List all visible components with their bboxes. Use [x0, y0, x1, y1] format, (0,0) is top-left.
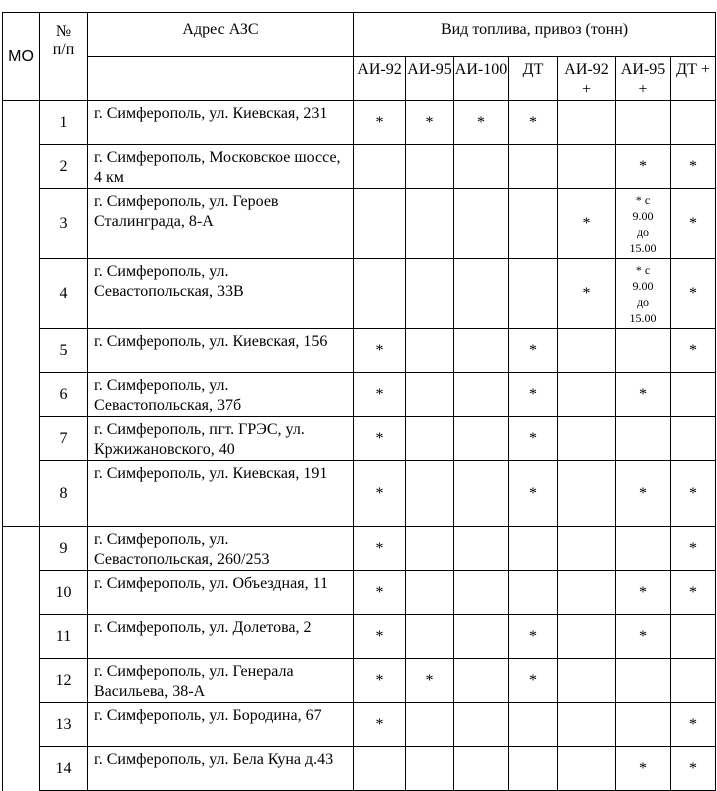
fuel-availability-cell: *	[354, 703, 406, 747]
row-number: 1	[40, 101, 88, 145]
fuel-availability-cell	[454, 259, 509, 329]
fuel-availability-cell	[558, 145, 616, 189]
address-column-header: Адрес АЗС	[88, 13, 354, 57]
row-number: 8	[40, 461, 88, 527]
fuel-availability-cell: *	[354, 571, 406, 615]
fuel-availability-cell	[558, 373, 616, 417]
fuel-availability-cell	[454, 659, 509, 703]
fuel-availability-cell	[454, 329, 509, 373]
row-number: 6	[40, 373, 88, 417]
fuel-availability-cell: *	[671, 703, 716, 747]
row-number: 11	[40, 615, 88, 659]
station-address: г. Симферополь, ул. Киевская, 191	[88, 461, 354, 527]
row-number: 13	[40, 703, 88, 747]
row-number: 5	[40, 329, 88, 373]
fuel-availability-cell	[406, 189, 454, 259]
row-number: 3	[40, 189, 88, 259]
fuel-availability-cell	[454, 461, 509, 527]
row-number: 10	[40, 571, 88, 615]
fuel-station-table	[2, 12, 716, 791]
station-address: г. Симферополь, ул. Долетова, 2	[88, 615, 354, 659]
fuel-availability-cell	[671, 373, 716, 417]
row-number: 9	[40, 527, 88, 571]
fuel-availability-cell	[671, 659, 716, 703]
fuel-availability-cell: *	[671, 747, 716, 791]
fuel-availability-cell: *	[509, 615, 558, 659]
fuel-availability-cell	[454, 373, 509, 417]
fuel-availability-cell	[406, 373, 454, 417]
table-row	[3, 189, 716, 259]
station-address: г. Симферополь, ул. Киевская, 231	[88, 101, 354, 145]
table-row	[3, 417, 716, 461]
table-header	[3, 13, 716, 101]
row-number: 4	[40, 259, 88, 329]
table-row	[3, 615, 716, 659]
fuel-availability-cell: *	[671, 527, 716, 571]
address-subheader	[88, 57, 354, 101]
station-address: г. Симферополь, пгт. ГРЭС, ул. Кржижановского, 40	[88, 417, 354, 461]
fuel-availability-cell	[406, 417, 454, 461]
fuel-availability-cell	[454, 189, 509, 259]
table-row	[3, 373, 716, 417]
fuel-availability-cell	[354, 145, 406, 189]
station-address: г. Симферополь, ул. Севастопольская, 33В	[88, 259, 354, 329]
mo-cell	[3, 101, 40, 527]
fuel-availability-cell	[558, 659, 616, 703]
table-body	[3, 101, 716, 791]
station-address: г. Симферополь, Московское шоссе, 4 км	[88, 145, 354, 189]
fuel-availability-cell	[454, 417, 509, 461]
row-number: 7	[40, 417, 88, 461]
fuel-availability-cell	[406, 145, 454, 189]
fuel-availability-cell	[616, 703, 671, 747]
fuel-availability-cell: *	[354, 373, 406, 417]
fuel-header-ai95: АИ-95	[406, 57, 454, 101]
station-address: г. Симферополь, ул. Генерала Васильева, 38-А	[88, 659, 354, 703]
fuel-availability-cell: *	[509, 461, 558, 527]
fuel-availability-cell: *	[671, 329, 716, 373]
table-row	[3, 461, 716, 527]
fuel-availability-cell: *	[616, 373, 671, 417]
fuel-availability-cell	[509, 145, 558, 189]
fuel-availability-cell	[558, 571, 616, 615]
fuel-header-dt: ДТ	[509, 57, 558, 101]
fuel-availability-cell	[558, 101, 616, 145]
fuel-availability-cell	[406, 747, 454, 791]
fuel-availability-cell: *	[354, 659, 406, 703]
availability-time-note: * с 9.00 до 15.00	[629, 262, 657, 325]
fuel-availability-cell	[406, 571, 454, 615]
mo-cell	[3, 527, 40, 791]
fuel-availability-cell	[616, 659, 671, 703]
fuel-availability-cell	[558, 461, 616, 527]
fuel-availability-cell	[354, 259, 406, 329]
fuel-availability-cell: *	[509, 659, 558, 703]
table-row	[3, 259, 716, 329]
fuel-availability-cell	[616, 101, 671, 145]
fuel-availability-cell: *	[616, 461, 671, 527]
fuel-availability-cell	[616, 189, 671, 259]
fuel-availability-cell: *	[616, 615, 671, 659]
fuel-availability-cell	[454, 615, 509, 659]
table-row	[3, 101, 716, 145]
fuel-availability-cell	[354, 189, 406, 259]
row-number: 12	[40, 659, 88, 703]
number-header-label: № п/п	[52, 23, 75, 58]
fuel-availability-cell: *	[558, 189, 616, 259]
fuel-header-dt-plus: ДТ +	[671, 57, 716, 101]
fuel-availability-cell: *	[454, 101, 509, 145]
fuel-header-ai92-plus: АИ-92 +	[558, 57, 616, 101]
fuel-availability-cell: *	[671, 189, 716, 259]
fuel-availability-cell	[616, 527, 671, 571]
fuel-header-ai92: АИ-92	[354, 57, 406, 101]
fuel-availability-cell	[454, 527, 509, 571]
fuel-availability-cell	[454, 703, 509, 747]
fuel-availability-cell	[354, 747, 406, 791]
fuel-availability-cell: *	[509, 329, 558, 373]
fuel-availability-cell: *	[354, 461, 406, 527]
fuel-availability-cell: *	[509, 417, 558, 461]
fuel-availability-cell	[509, 189, 558, 259]
fuel-availability-cell	[406, 329, 454, 373]
fuel-availability-cell	[454, 571, 509, 615]
fuel-group-header: Вид топлива, привоз (тонн)	[354, 13, 716, 57]
row-number: 2	[40, 145, 88, 189]
fuel-availability-cell: *	[509, 373, 558, 417]
station-address: г. Симферополь, ул. Бородина, 67	[88, 703, 354, 747]
fuel-availability-cell	[558, 527, 616, 571]
fuel-header-ai95-plus: АИ-95 +	[616, 57, 671, 101]
fuel-availability-cell	[509, 259, 558, 329]
fuel-availability-cell	[616, 417, 671, 461]
fuel-availability-cell	[509, 527, 558, 571]
fuel-availability-cell	[671, 417, 716, 461]
fuel-availability-cell	[509, 747, 558, 791]
fuel-availability-cell: *	[354, 527, 406, 571]
fuel-availability-cell	[406, 703, 454, 747]
fuel-availability-cell: *	[616, 145, 671, 189]
table-row	[3, 659, 716, 703]
fuel-availability-cell	[558, 747, 616, 791]
table-row	[3, 329, 716, 373]
fuel-availability-cell	[454, 145, 509, 189]
station-address: г. Симферополь, ул. Севастопольская, 260/253	[88, 527, 354, 571]
table-row	[3, 145, 716, 189]
fuel-header-ai100: АИ-100	[454, 57, 509, 101]
fuel-availability-cell	[616, 329, 671, 373]
fuel-availability-cell: *	[671, 259, 716, 329]
fuel-availability-cell: *	[558, 259, 616, 329]
fuel-availability-cell	[671, 615, 716, 659]
fuel-availability-cell	[406, 527, 454, 571]
station-address: г. Симферополь, ул. Киевская, 156	[88, 329, 354, 373]
fuel-availability-cell: *	[354, 329, 406, 373]
fuel-availability-cell	[558, 417, 616, 461]
fuel-availability-cell	[406, 461, 454, 527]
fuel-availability-cell	[509, 571, 558, 615]
fuel-availability-cell: *	[354, 615, 406, 659]
table-row	[3, 571, 716, 615]
fuel-availability-cell	[406, 615, 454, 659]
fuel-availability-cell	[454, 747, 509, 791]
fuel-availability-cell	[509, 703, 558, 747]
table-row	[3, 527, 716, 571]
station-address: г. Симферополь, ул. Бела Куна д.43	[88, 747, 354, 791]
number-column-header	[40, 13, 88, 101]
row-number: 14	[40, 747, 88, 791]
fuel-availability-cell: *	[354, 417, 406, 461]
fuel-availability-cell: *	[406, 101, 454, 145]
fuel-availability-cell	[558, 329, 616, 373]
fuel-availability-cell	[558, 703, 616, 747]
mo-column-header: МО	[3, 13, 40, 101]
availability-time-note: * с 9.00 до 15.00	[629, 192, 657, 255]
station-address: г. Симферополь, ул. Севастопольская, 37б	[88, 373, 354, 417]
fuel-availability-cell: *	[671, 571, 716, 615]
fuel-availability-cell	[671, 101, 716, 145]
fuel-availability-cell	[558, 615, 616, 659]
table-row	[3, 703, 716, 747]
table-row	[3, 747, 716, 791]
fuel-availability-cell: *	[354, 101, 406, 145]
fuel-availability-cell	[406, 259, 454, 329]
station-address: г. Симферополь, ул. Героев Сталинграда, 8-А	[88, 189, 354, 259]
fuel-availability-cell: *	[616, 571, 671, 615]
fuel-availability-cell: *	[406, 659, 454, 703]
station-address: г. Симферополь, ул. Объездная, 11	[88, 571, 354, 615]
fuel-availability-cell: *	[509, 101, 558, 145]
fuel-availability-cell: *	[671, 145, 716, 189]
fuel-availability-cell: *	[671, 461, 716, 527]
fuel-availability-cell: *	[616, 747, 671, 791]
fuel-availability-cell	[616, 259, 671, 329]
